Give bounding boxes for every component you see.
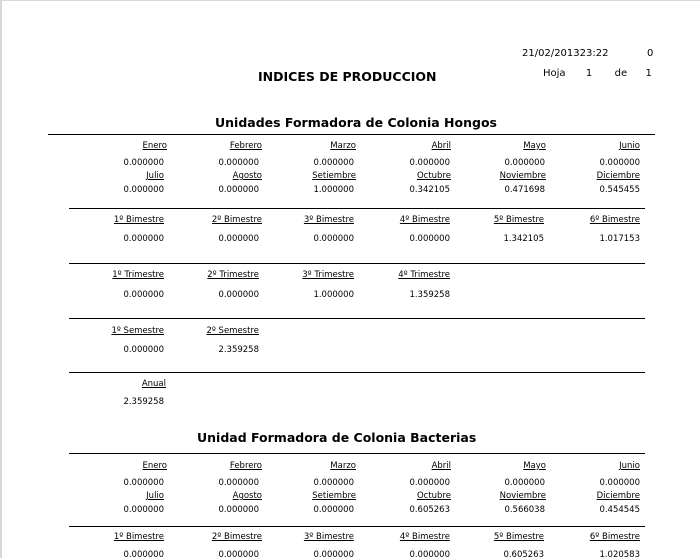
bimestre-value: 0.000000 xyxy=(409,550,450,560)
anual-value: 2.359258 xyxy=(123,397,164,407)
month-value: 0.000000 xyxy=(409,478,450,488)
month-value: 0.605263 xyxy=(409,505,450,515)
month-value: 1.000000 xyxy=(313,185,354,195)
section-title-hongos: Unidades Formadora de Colonia Hongos xyxy=(215,115,497,130)
month-label: Mayo xyxy=(523,141,546,151)
bimestre-value: 0.000000 xyxy=(409,234,450,244)
month-label: Agosto xyxy=(232,491,262,501)
month-value: 0.000000 xyxy=(504,158,545,168)
section-divider xyxy=(69,372,645,373)
month-label: Marzo xyxy=(330,141,356,151)
month-label: Enero xyxy=(142,141,167,151)
page-left-edge xyxy=(0,0,2,558)
report-page-count: 0 xyxy=(647,48,654,59)
page-top-edge xyxy=(0,0,700,1)
bimestre-label: 4º Bimestre xyxy=(399,532,450,542)
bimestre-value: 0.605263 xyxy=(503,550,544,560)
month-label: Diciembre xyxy=(596,491,640,501)
bimestre-label: 6º Bimestre xyxy=(589,532,640,542)
bimestre-value: 0.000000 xyxy=(313,234,354,244)
trimestre-value: 0.000000 xyxy=(218,290,259,300)
month-label: Junio xyxy=(619,461,640,471)
bimestre-label: 1º Bimestre xyxy=(113,532,164,542)
month-label: Mayo xyxy=(523,461,546,471)
semestre-value: 0.000000 xyxy=(123,345,164,355)
month-value: 0.000000 xyxy=(218,478,259,488)
report-datetime: 21/02/201323:22 xyxy=(522,48,609,59)
semestre-label: 2º Semestre xyxy=(206,326,259,336)
bimestre-value: 0.000000 xyxy=(218,550,259,560)
section-divider xyxy=(48,134,655,135)
month-label: Octubre xyxy=(416,171,451,181)
trimestre-value: 1.000000 xyxy=(313,290,354,300)
bimestre-value: 1.020583 xyxy=(599,550,640,560)
bimestre-label: 4º Bimestre xyxy=(399,215,450,225)
section-divider xyxy=(69,526,645,527)
bimestre-value: 0.000000 xyxy=(313,550,354,560)
month-value: 0.000000 xyxy=(218,185,259,195)
de-label: de xyxy=(614,68,628,79)
month-label: Abril xyxy=(431,461,451,471)
trimestre-label: 2º Trimestre xyxy=(207,270,259,280)
bimestre-label: 3º Bimestre xyxy=(303,532,354,542)
month-value: 0.000000 xyxy=(313,158,354,168)
month-label: Noviembre xyxy=(499,491,546,501)
trimestre-label: 1º Trimestre xyxy=(112,270,164,280)
anual-label: Anual xyxy=(141,379,166,389)
de-number: 1 xyxy=(645,68,652,79)
month-value: 0.342105 xyxy=(409,185,450,195)
page-indicator xyxy=(543,68,652,79)
month-value: 0.000000 xyxy=(123,185,164,195)
month-label: Febrero xyxy=(229,461,262,471)
month-label: Junio xyxy=(619,141,640,151)
trimestre-value: 1.359258 xyxy=(409,290,450,300)
bimestre-label: 2º Bimestre xyxy=(211,215,262,225)
section-divider xyxy=(69,453,645,454)
bimestre-label: 3º Bimestre xyxy=(303,215,354,225)
month-value: 0.000000 xyxy=(123,158,164,168)
bimestre-label: 6º Bimestre xyxy=(589,215,640,225)
month-value: 0.454545 xyxy=(599,505,640,515)
month-label: Octubre xyxy=(416,491,451,501)
month-label: Diciembre xyxy=(596,171,640,181)
month-label: Marzo xyxy=(330,461,356,471)
month-label: Julio xyxy=(146,171,164,181)
month-value: 0.566038 xyxy=(504,505,545,515)
section-divider xyxy=(69,263,645,264)
semestre-value: 2.359258 xyxy=(218,345,259,355)
month-value: 0.471698 xyxy=(504,185,545,195)
month-value: 0.000000 xyxy=(504,478,545,488)
month-value: 0.000000 xyxy=(599,158,640,168)
month-value: 0.000000 xyxy=(218,505,259,515)
month-label: Abril xyxy=(431,141,451,151)
section-title-bacterias: Unidad Formadora de Colonia Bacterias xyxy=(197,430,477,445)
bimestre-value: 0.000000 xyxy=(123,234,164,244)
semestre-label: 1º Semestre xyxy=(111,326,164,336)
bimestre-label: 5º Bimestre xyxy=(493,532,544,542)
bimestre-value: 1.342105 xyxy=(503,234,544,244)
bimestre-value: 0.000000 xyxy=(218,234,259,244)
month-value: 0.000000 xyxy=(313,478,354,488)
month-label: Noviembre xyxy=(499,171,546,181)
bimestre-label: 1º Bimestre xyxy=(113,215,164,225)
month-label: Febrero xyxy=(229,141,262,151)
trimestre-value: 0.000000 xyxy=(123,290,164,300)
month-label: Agosto xyxy=(232,171,262,181)
month-value: 0.000000 xyxy=(313,505,354,515)
bimestre-label: 5º Bimestre xyxy=(493,215,544,225)
report-title: INDICES DE PRODUCCION xyxy=(258,69,437,84)
month-label: Setiembre xyxy=(312,491,356,501)
bimestre-value: 1.017153 xyxy=(599,234,640,244)
bimestre-label: 2º Bimestre xyxy=(211,532,262,542)
bimestre-value: 0.000000 xyxy=(123,550,164,560)
section-divider xyxy=(69,208,645,209)
hoja-label: Hoja xyxy=(543,68,566,79)
month-label: Julio xyxy=(146,491,164,501)
trimestre-label: 4º Trimestre xyxy=(398,270,450,280)
month-value: 0.545455 xyxy=(599,185,640,195)
section-divider xyxy=(69,318,645,319)
month-value: 0.000000 xyxy=(123,505,164,515)
month-value: 0.000000 xyxy=(599,478,640,488)
month-label: Enero xyxy=(142,461,167,471)
month-label: Setiembre xyxy=(312,171,356,181)
month-value: 0.000000 xyxy=(218,158,259,168)
trimestre-label: 3º Trimestre xyxy=(302,270,354,280)
hoja-number: 1 xyxy=(585,68,593,79)
month-value: 0.000000 xyxy=(409,158,450,168)
month-value: 0.000000 xyxy=(123,478,164,488)
